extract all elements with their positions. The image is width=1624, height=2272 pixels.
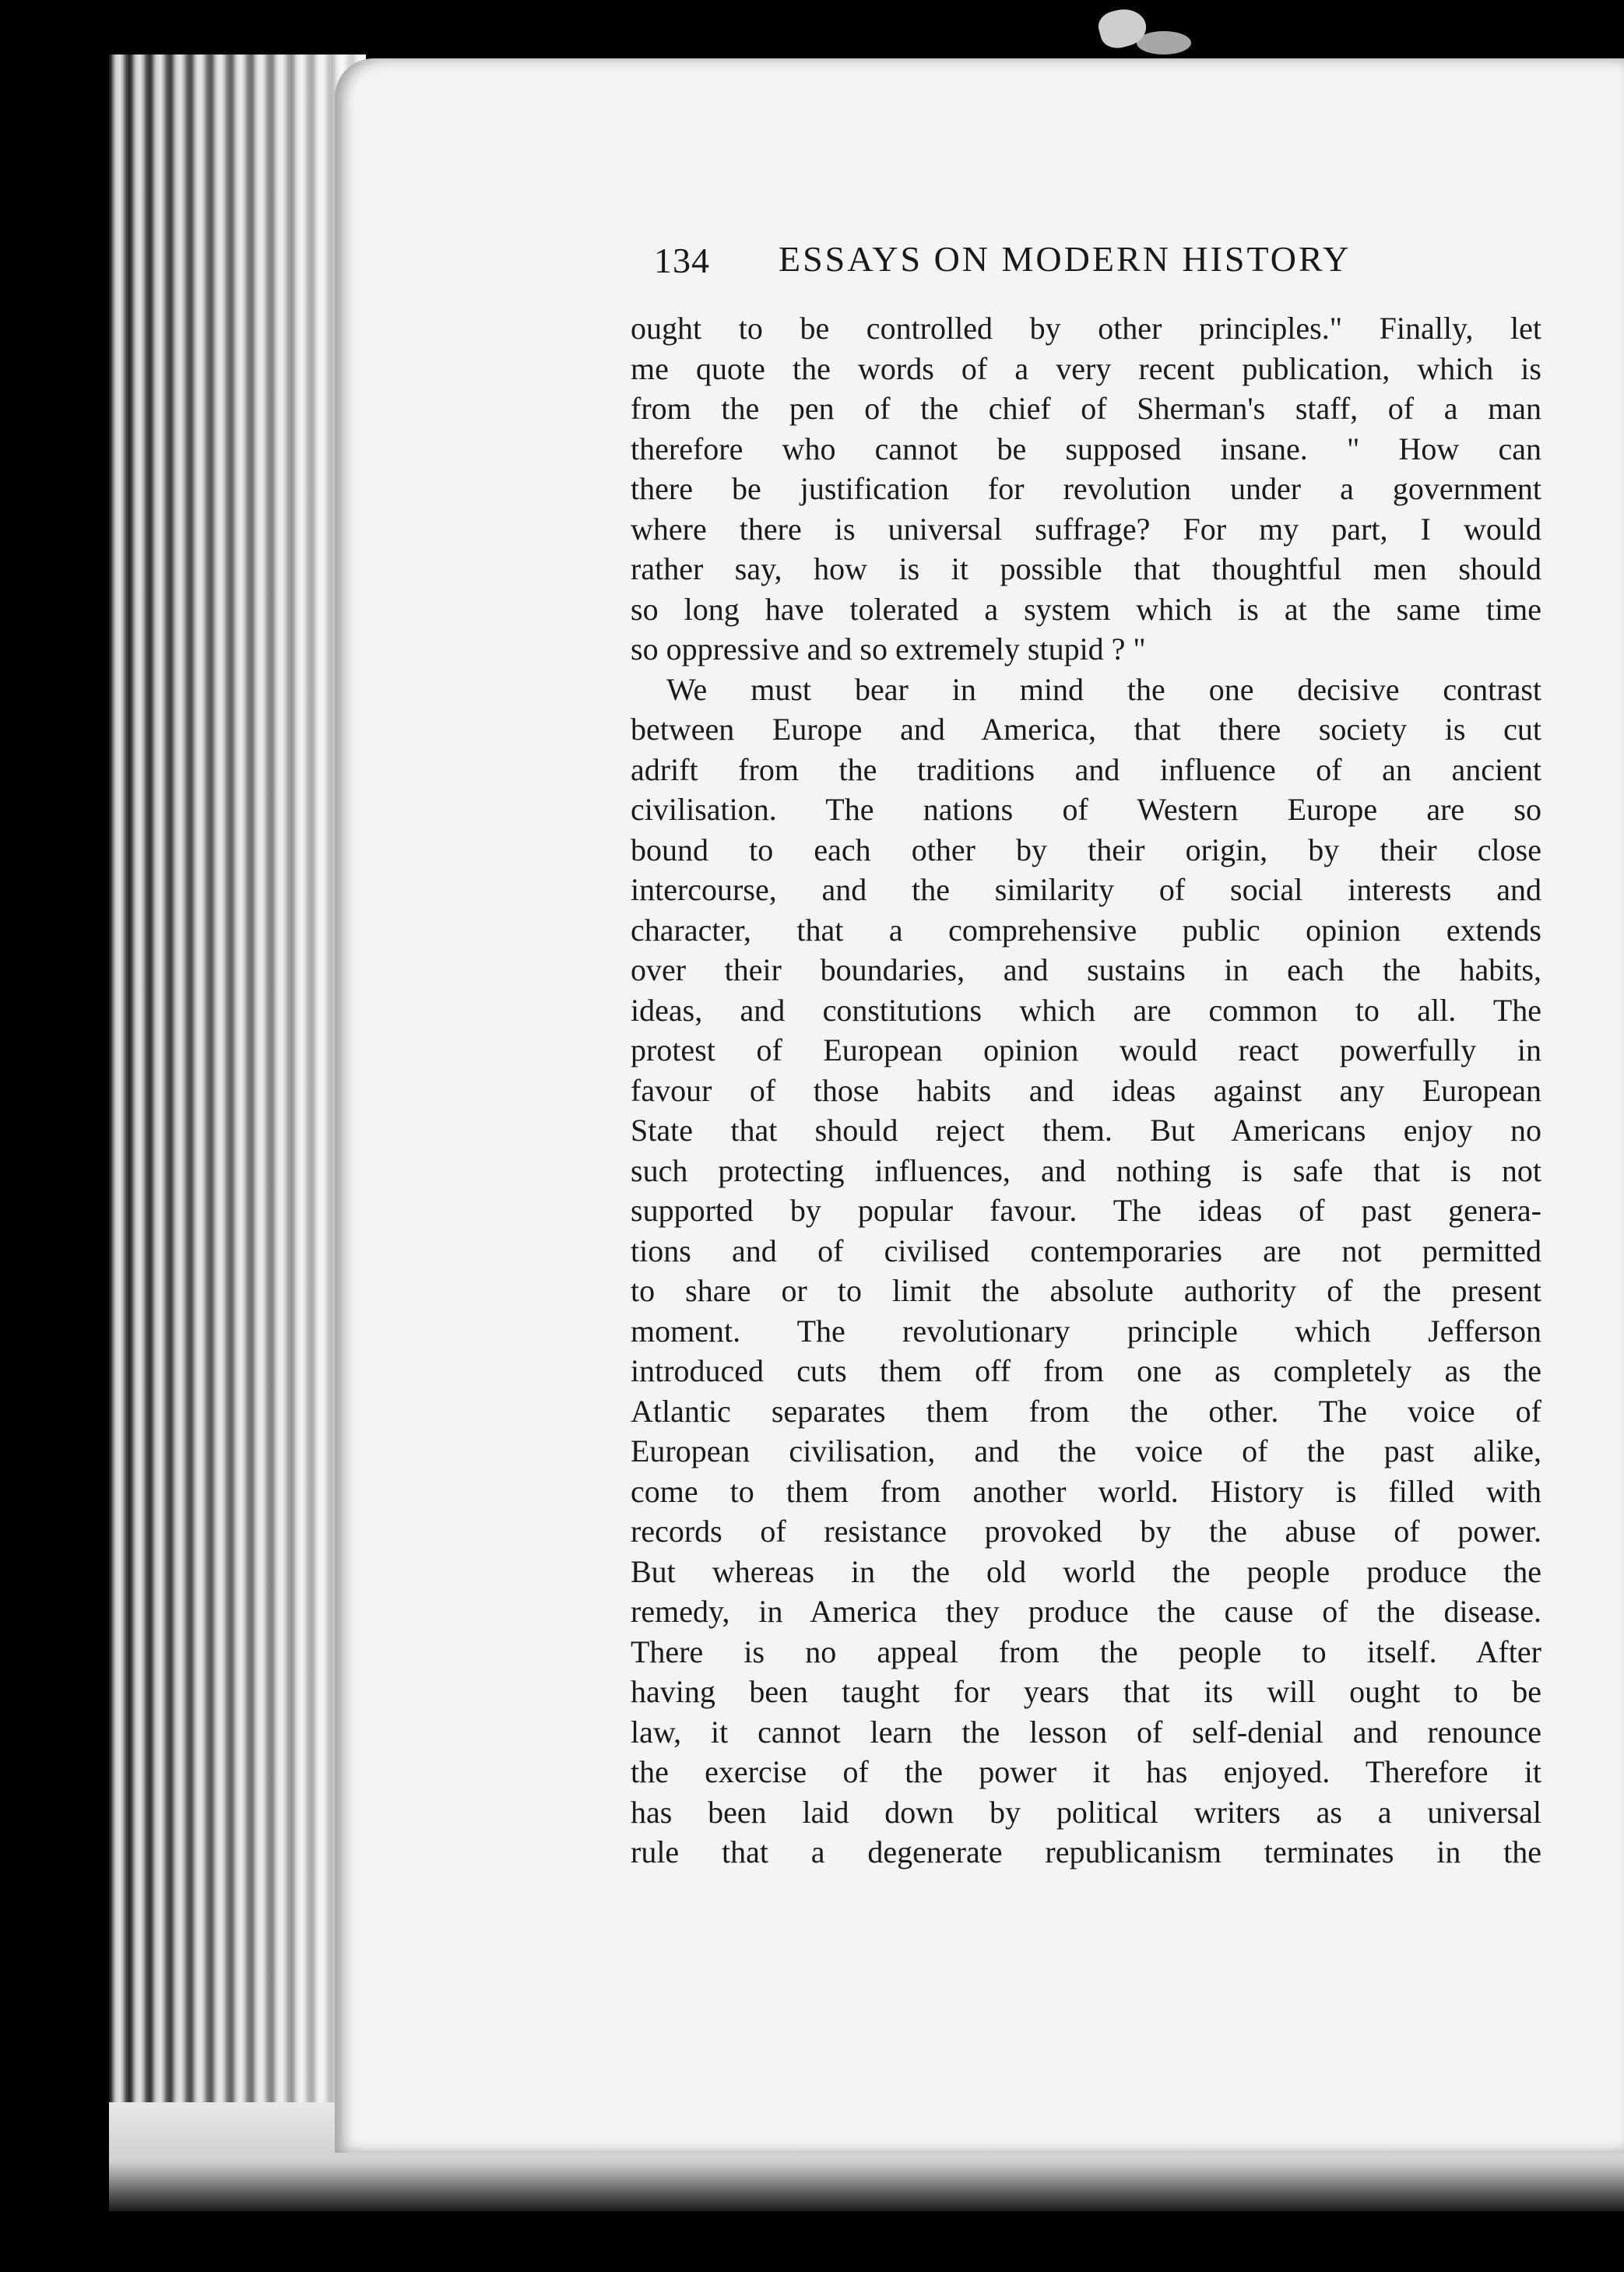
- text-line: State that should reject them. But Americans enjoy no: [631, 1113, 1541, 1148]
- text-line: introduced cuts them off from one as completely as the: [631, 1353, 1541, 1388]
- page-edges-shading: [109, 55, 366, 2157]
- text-line: records of resistance provoked by the abuse of power.: [631, 1514, 1541, 1549]
- text-line: having been taught for years that its will ought to be: [631, 1674, 1541, 1709]
- text-line: from the pen of the chief of Sherman's staff, of a man: [631, 391, 1541, 426]
- text-line: But whereas in the old world the people produce the: [631, 1553, 1541, 1589]
- text-line: character, that a comprehensive public opinion extends: [631, 912, 1541, 948]
- text-line: ought to be controlled by other principles." Finally, let: [631, 311, 1541, 346]
- text-line: favour of those habits and ideas against any European: [631, 1072, 1541, 1108]
- text-line: over their boundaries, and sustains in each the habits,: [631, 952, 1541, 987]
- text-line: supported by popular favour. The ideas of past genera-: [631, 1193, 1541, 1228]
- text-line: intercourse, and the similarity of social interests and: [631, 872, 1541, 907]
- body-text: [631, 308, 1541, 1873]
- text-line: me quote the words of a very recent publication, which is: [631, 350, 1541, 386]
- text-line: the exercise of the power it has enjoyed. Therefore it: [631, 1754, 1541, 1789]
- text-line: there be justification for revolution under a government: [631, 471, 1541, 506]
- text-line: so long have tolerated a system which is at the same time: [631, 591, 1541, 627]
- text-line: such protecting influences, and nothing is safe that is not: [631, 1152, 1541, 1188]
- text-line: moment. The revolutionary principle which Jefferson: [631, 1313, 1541, 1349]
- text-line: rather say, how is it possible that thoughtful men should: [631, 551, 1541, 586]
- text-line: European civilisation, and the voice of the past alike,: [631, 1433, 1541, 1468]
- paper-fragment: [1137, 31, 1191, 55]
- text-line: rule that a degenerate republicanism terminates in the: [631, 1834, 1541, 1869]
- text-line: therefore who cannot be supposed insane. " How can: [631, 431, 1541, 466]
- page-number: 134: [654, 241, 710, 280]
- text-line: come to them from another world. History is filled with: [631, 1473, 1541, 1509]
- text-line: law, it cannot learn the lesson of self-denial and renounce: [631, 1714, 1541, 1750]
- text-line: where there is universal suffrage? For my part, I would: [631, 511, 1541, 547]
- text-line: There is no appeal from the people to itself. After: [631, 1634, 1541, 1669]
- text-line: tions and of civilised contemporaries are not permitted: [631, 1233, 1541, 1268]
- text-line: protest of European opinion would react powerfully in: [631, 1032, 1541, 1067]
- text-line: remedy, in America they produce the cause of the disease.: [631, 1594, 1541, 1629]
- text-line: civilisation. The nations of Western Europe are so: [631, 792, 1541, 827]
- text-line: to share or to limit the absolute authority of the present: [631, 1273, 1541, 1308]
- text-line: has been laid down by political writers as a universal: [631, 1794, 1541, 1830]
- text-line: Atlantic separates them from the other. The voice of: [631, 1393, 1541, 1429]
- text-line: between Europe and America, that there society is cut: [631, 712, 1541, 747]
- text-line: We must bear in mind the one decisive contrast: [666, 671, 1541, 707]
- running-head: [654, 232, 1401, 294]
- running-title: ESSAYS ON MODERN HISTORY: [779, 239, 1352, 279]
- text-line: ideas, and constitutions which are common to all. The: [631, 992, 1541, 1028]
- text-line: adrift from the traditions and influence of an ancient: [631, 751, 1541, 787]
- text-line: so oppressive and so extremely stupid ? ": [631, 631, 1146, 666]
- text-line: bound to each other by their origin, by their close: [631, 832, 1541, 867]
